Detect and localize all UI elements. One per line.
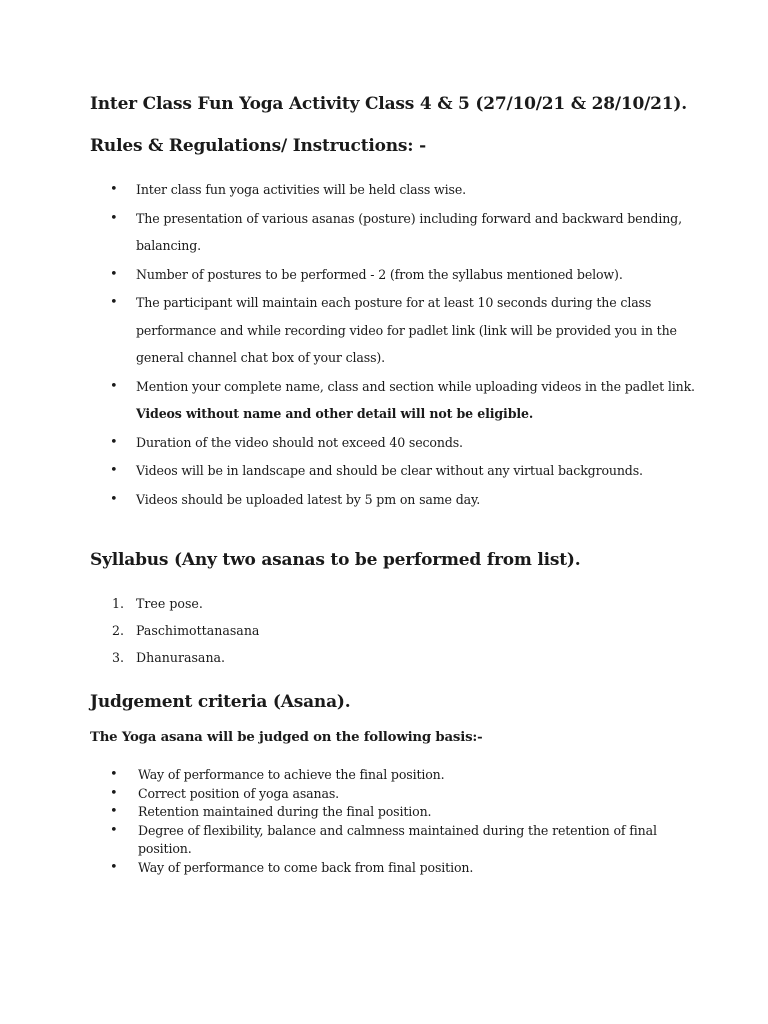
criteria-item: • Way of performance to come back from final position.: [90, 859, 700, 878]
syllabus-text: Tree pose.: [136, 596, 203, 611]
rule-item: [90, 373, 700, 428]
rule-item: • Duration of the video should not exceed 40 seconds.: [90, 429, 700, 457]
syllabus-item: [90, 590, 259, 617]
rule-item: • Inter class fun yoga activities will be held class wise.: [90, 176, 700, 204]
criteria-heading: Judgement criteria (Asana).: [90, 692, 351, 712]
criteria-list: [90, 766, 700, 877]
rule-item: • The participant will maintain each posture for at least 10 seconds during the class performance and while recording video for padlet link (link will be provided you in the general channel chat box of your class).: [90, 289, 700, 372]
rule-item: • The presentation of various asanas (posture) including forward and backward bending, balancing.: [90, 205, 700, 260]
syllabus-text: Dhanurasana.: [136, 650, 226, 665]
syllabus-item: [90, 617, 259, 644]
document-title: Inter Class Fun Yoga Activity Class 4 & 5 (27/10/21 & 28/10/21).: [90, 94, 687, 114]
rules-heading: Rules & Regulations/ Instructions: -: [90, 136, 426, 156]
syllabus-item: [90, 644, 259, 671]
rule-item: • Videos should be uploaded latest by 5 pm on same day.: [90, 486, 700, 514]
criteria-subheading: The Yoga asana will be judged on the following basis:-: [90, 730, 483, 745]
criteria-item: • Degree of flexibility, balance and calmness maintained during the retention of final position.: [90, 822, 700, 859]
syllabus-number: 2.: [112, 623, 125, 638]
rule-item: • Videos will be in landscape and should be clear without any virtual backgrounds.: [90, 457, 700, 485]
criteria-item: • Way of performance to achieve the final position.: [90, 766, 700, 785]
syllabus-list: [90, 590, 259, 671]
criteria-item: • Correct position of yoga asanas.: [90, 785, 700, 804]
syllabus-text: Paschimottanasana: [136, 623, 260, 638]
rule-bold-note: Videos without name and other detail will not be eligible.: [136, 406, 534, 421]
rule-item-text: Mention your complete name, class and section while uploading videos in the padlet link.: [136, 378, 695, 394]
syllabus-heading: Syllabus (Any two asanas to be performed from list).: [90, 550, 581, 570]
rules-list: [90, 176, 700, 514]
syllabus-number: 3.: [112, 650, 125, 665]
rule-item: • Number of postures to be performed - 2 (from the syllabus mentioned below).: [90, 261, 700, 289]
syllabus-number: 1.: [112, 596, 125, 611]
criteria-item: • Retention maintained during the final position.: [90, 803, 700, 822]
